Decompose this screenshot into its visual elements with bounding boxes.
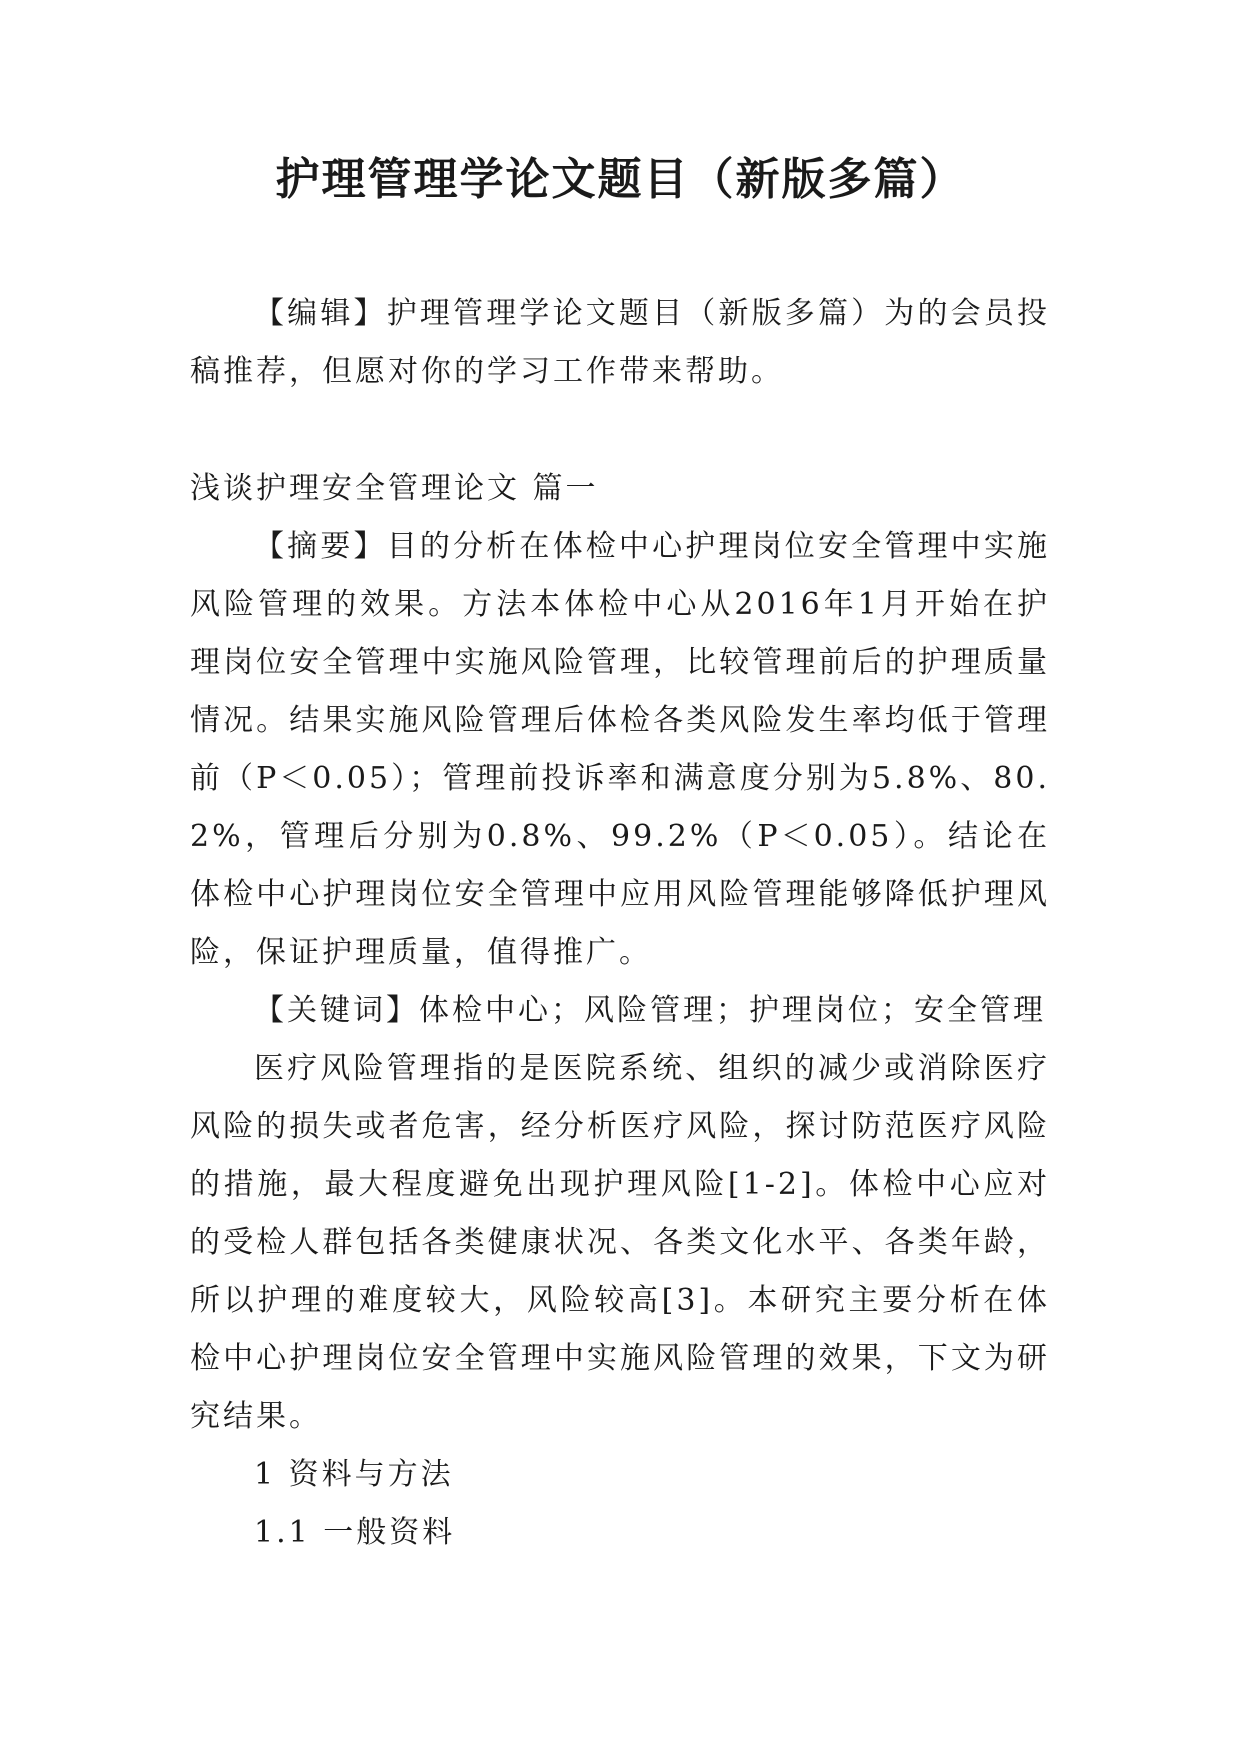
- heading-materials-methods: 1 资料与方法: [254, 1457, 454, 1492]
- intro-paragraph: 【编辑】护理管理学论文题目（新版多篇）为的会员投稿推荐，但愿对你的学习工作带来帮助。: [190, 296, 1050, 389]
- heading-general-data: 1.1 一般资料: [254, 1515, 456, 1550]
- abstract-paragraph: 【摘要】目的分析在体检中心护理岗位安全管理中实施风险管理的效果。方法本体检中心从2016年1月开始在护理岗位安全管理中实施风险管理，比较管理前后的护理质量情况。结果实施风险管理后体检各类风险发生率均低于管理前（P＜0.05）；管理前投诉率和满意度分别为5.8%、80.2%，管理后分别为0.8%、99.2%（P＜0.05）。结论在体检中心护理岗位安全管理中应用风险管理能够降低护理风险，保证护理质量，值得推广。: [190, 529, 1050, 970]
- section-title: 浅谈护理安全管理论文 篇一: [190, 471, 599, 506]
- keywords-paragraph: 【关键词】体检中心；风险管理；护理岗位；安全管理: [254, 993, 1046, 1028]
- document-title: 护理管理学论文题目（新版多篇）: [275, 154, 966, 205]
- body-paragraph: 医疗风险管理指的是医院系统、组织的减少或消除医疗风险的损失或者危害，经分析医疗风险，探讨防范医疗风险的措施，最大程度避免出现护理风险[1-2]。体检中心应对的受检人群包括各类健康状况、各类文化水平、各类年龄，所以护理的难度较大，风险较高[3]。本研究主要分析在体检中心护理岗位安全管理中实施风险管理的效果，下文为研究结果。: [190, 1051, 1050, 1434]
